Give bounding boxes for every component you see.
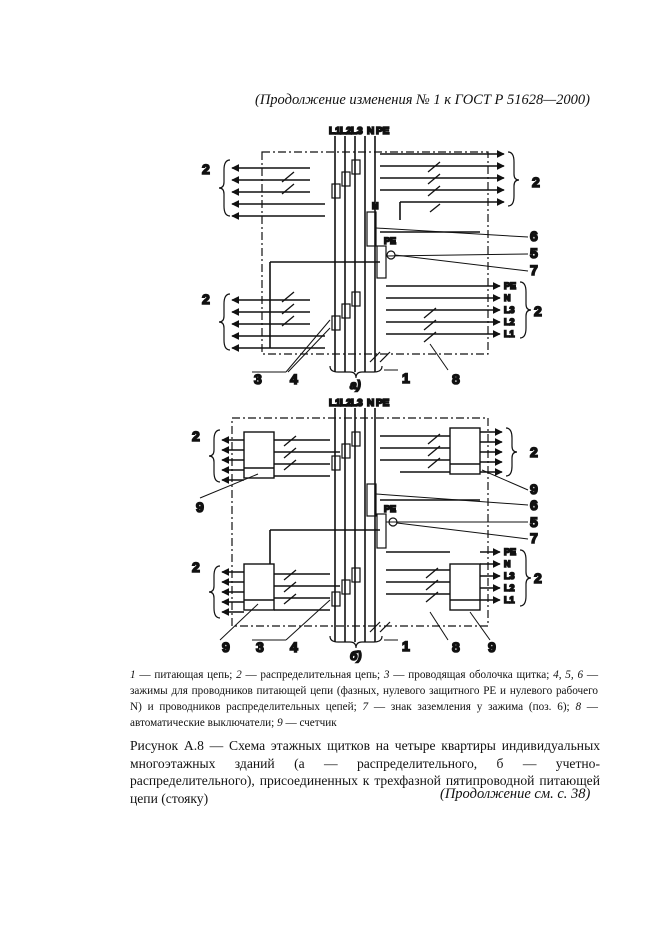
ground-sign-a bbox=[387, 251, 395, 259]
bus-label: L2 bbox=[340, 126, 352, 137]
meter-upper-left bbox=[244, 432, 274, 478]
svg-text:L1: L1 bbox=[504, 329, 515, 339]
svg-text:L2: L2 bbox=[340, 398, 352, 409]
svg-text:PE: PE bbox=[376, 398, 390, 409]
leaders-b bbox=[200, 470, 528, 640]
bus-label: N bbox=[367, 126, 375, 137]
svg-text:7: 7 bbox=[530, 262, 538, 278]
meter-upper-right bbox=[450, 428, 480, 474]
svg-text:PE: PE bbox=[384, 504, 397, 514]
svg-text:N: N bbox=[504, 293, 511, 303]
out-lower-left-b bbox=[222, 572, 244, 612]
svg-text:6: 6 bbox=[530, 497, 538, 513]
breakers-lower-right-a bbox=[424, 308, 436, 342]
svg-text:9: 9 bbox=[222, 639, 230, 655]
output-labels-a bbox=[504, 281, 516, 339]
svg-text:N: N bbox=[372, 201, 379, 211]
svg-text:5: 5 bbox=[530, 514, 538, 530]
meter-lower-right bbox=[450, 564, 480, 610]
svg-text:8: 8 bbox=[452, 639, 460, 655]
svg-text:2: 2 bbox=[534, 303, 542, 319]
meter-lower-left bbox=[244, 564, 274, 610]
bus-a bbox=[335, 136, 390, 372]
bus-label: L1 bbox=[329, 126, 341, 137]
svg-text:2: 2 bbox=[530, 444, 538, 460]
diagram-a bbox=[202, 126, 542, 392]
figure-caption: Рисунок А.8 — Схема этажных щитков на четыре квартиры индивидуальных многоэтажных зданий (а — распределительного, б — учетно-распределительного), присоединенных к трехфазной пятипроводной питающей цепи (стояку) bbox=[130, 738, 600, 806]
svg-text:9: 9 bbox=[530, 481, 538, 497]
callouts-a bbox=[202, 161, 542, 387]
svg-text:2: 2 bbox=[534, 570, 542, 586]
svg-text:PE: PE bbox=[504, 547, 517, 557]
svg-text:4: 4 bbox=[290, 639, 298, 655]
svg-text:L3: L3 bbox=[351, 398, 363, 409]
svg-text:L3: L3 bbox=[504, 305, 515, 315]
svg-text:8: 8 bbox=[452, 371, 460, 387]
svg-text:L2: L2 bbox=[504, 583, 515, 593]
header-continuation: (Продолжение изменения № 1 к ГОСТ Р 51628—2000) bbox=[255, 92, 590, 108]
svg-text:PE: PE bbox=[504, 281, 517, 291]
out-upper-left-a bbox=[232, 168, 325, 216]
svg-text:L3: L3 bbox=[504, 571, 515, 581]
svg-text:5: 5 bbox=[530, 245, 538, 261]
svg-text:2: 2 bbox=[202, 291, 210, 307]
svg-text:9: 9 bbox=[196, 499, 204, 515]
out-upper-right-b bbox=[480, 432, 502, 472]
svg-text:N: N bbox=[504, 559, 511, 569]
svg-text:N: N bbox=[367, 398, 375, 409]
diagram-a-sublabel: а) bbox=[350, 378, 361, 392]
continued-note: (Продолжение см. с. 38) bbox=[440, 786, 591, 802]
svg-text:1: 1 bbox=[402, 370, 410, 386]
svg-text:4: 4 bbox=[290, 371, 298, 387]
out-lower-left-a bbox=[232, 300, 325, 348]
svg-text:3: 3 bbox=[254, 371, 262, 387]
svg-text:L1: L1 bbox=[329, 398, 341, 409]
bus-label: L3 bbox=[351, 126, 363, 137]
svg-text:6: 6 bbox=[530, 228, 538, 244]
svg-text:3: 3 bbox=[256, 639, 264, 655]
legend: 1 — питающая цепь; 2 — распределительная цепь; 3 — проводящая оболочка щитка; 4, 5, 6 — зажимы для проводников питающей цепи (фазных, нулевого защитного PE и нулевого рабочего N) и проводников распределительных цепей; 7 — знак заземления у зажима (поз. 6); 8 — автоматические выключатели; 9 — счетчик bbox=[130, 669, 599, 729]
out-lower-right-a bbox=[386, 286, 500, 334]
bus-labels-b bbox=[329, 398, 390, 409]
svg-text:7: 7 bbox=[530, 530, 538, 546]
bus-labels-a bbox=[329, 126, 390, 137]
svg-text:2: 2 bbox=[192, 428, 200, 444]
svg-text:2: 2 bbox=[202, 161, 210, 177]
out-lower-right-b bbox=[480, 552, 500, 600]
svg-text:2: 2 bbox=[532, 174, 540, 190]
output-labels-b bbox=[504, 547, 516, 605]
out-upper-right-a bbox=[380, 154, 504, 202]
breakers-lower-left-a bbox=[282, 292, 294, 326]
breakers-upper-left-a bbox=[282, 172, 294, 194]
diagram-b bbox=[192, 398, 542, 663]
bus-label: PE bbox=[376, 126, 390, 137]
svg-text:L2: L2 bbox=[504, 317, 515, 327]
out-upper-left-b bbox=[222, 440, 244, 480]
svg-text:2: 2 bbox=[192, 559, 200, 575]
breakers-upper-right-a bbox=[428, 162, 440, 212]
svg-text:1: 1 bbox=[402, 638, 410, 654]
diagram-b-sublabel: б) bbox=[350, 649, 362, 663]
bus-b bbox=[335, 408, 390, 642]
svg-text:9: 9 bbox=[488, 639, 496, 655]
svg-text:PE: PE bbox=[384, 236, 397, 246]
svg-text:L1: L1 bbox=[504, 595, 515, 605]
